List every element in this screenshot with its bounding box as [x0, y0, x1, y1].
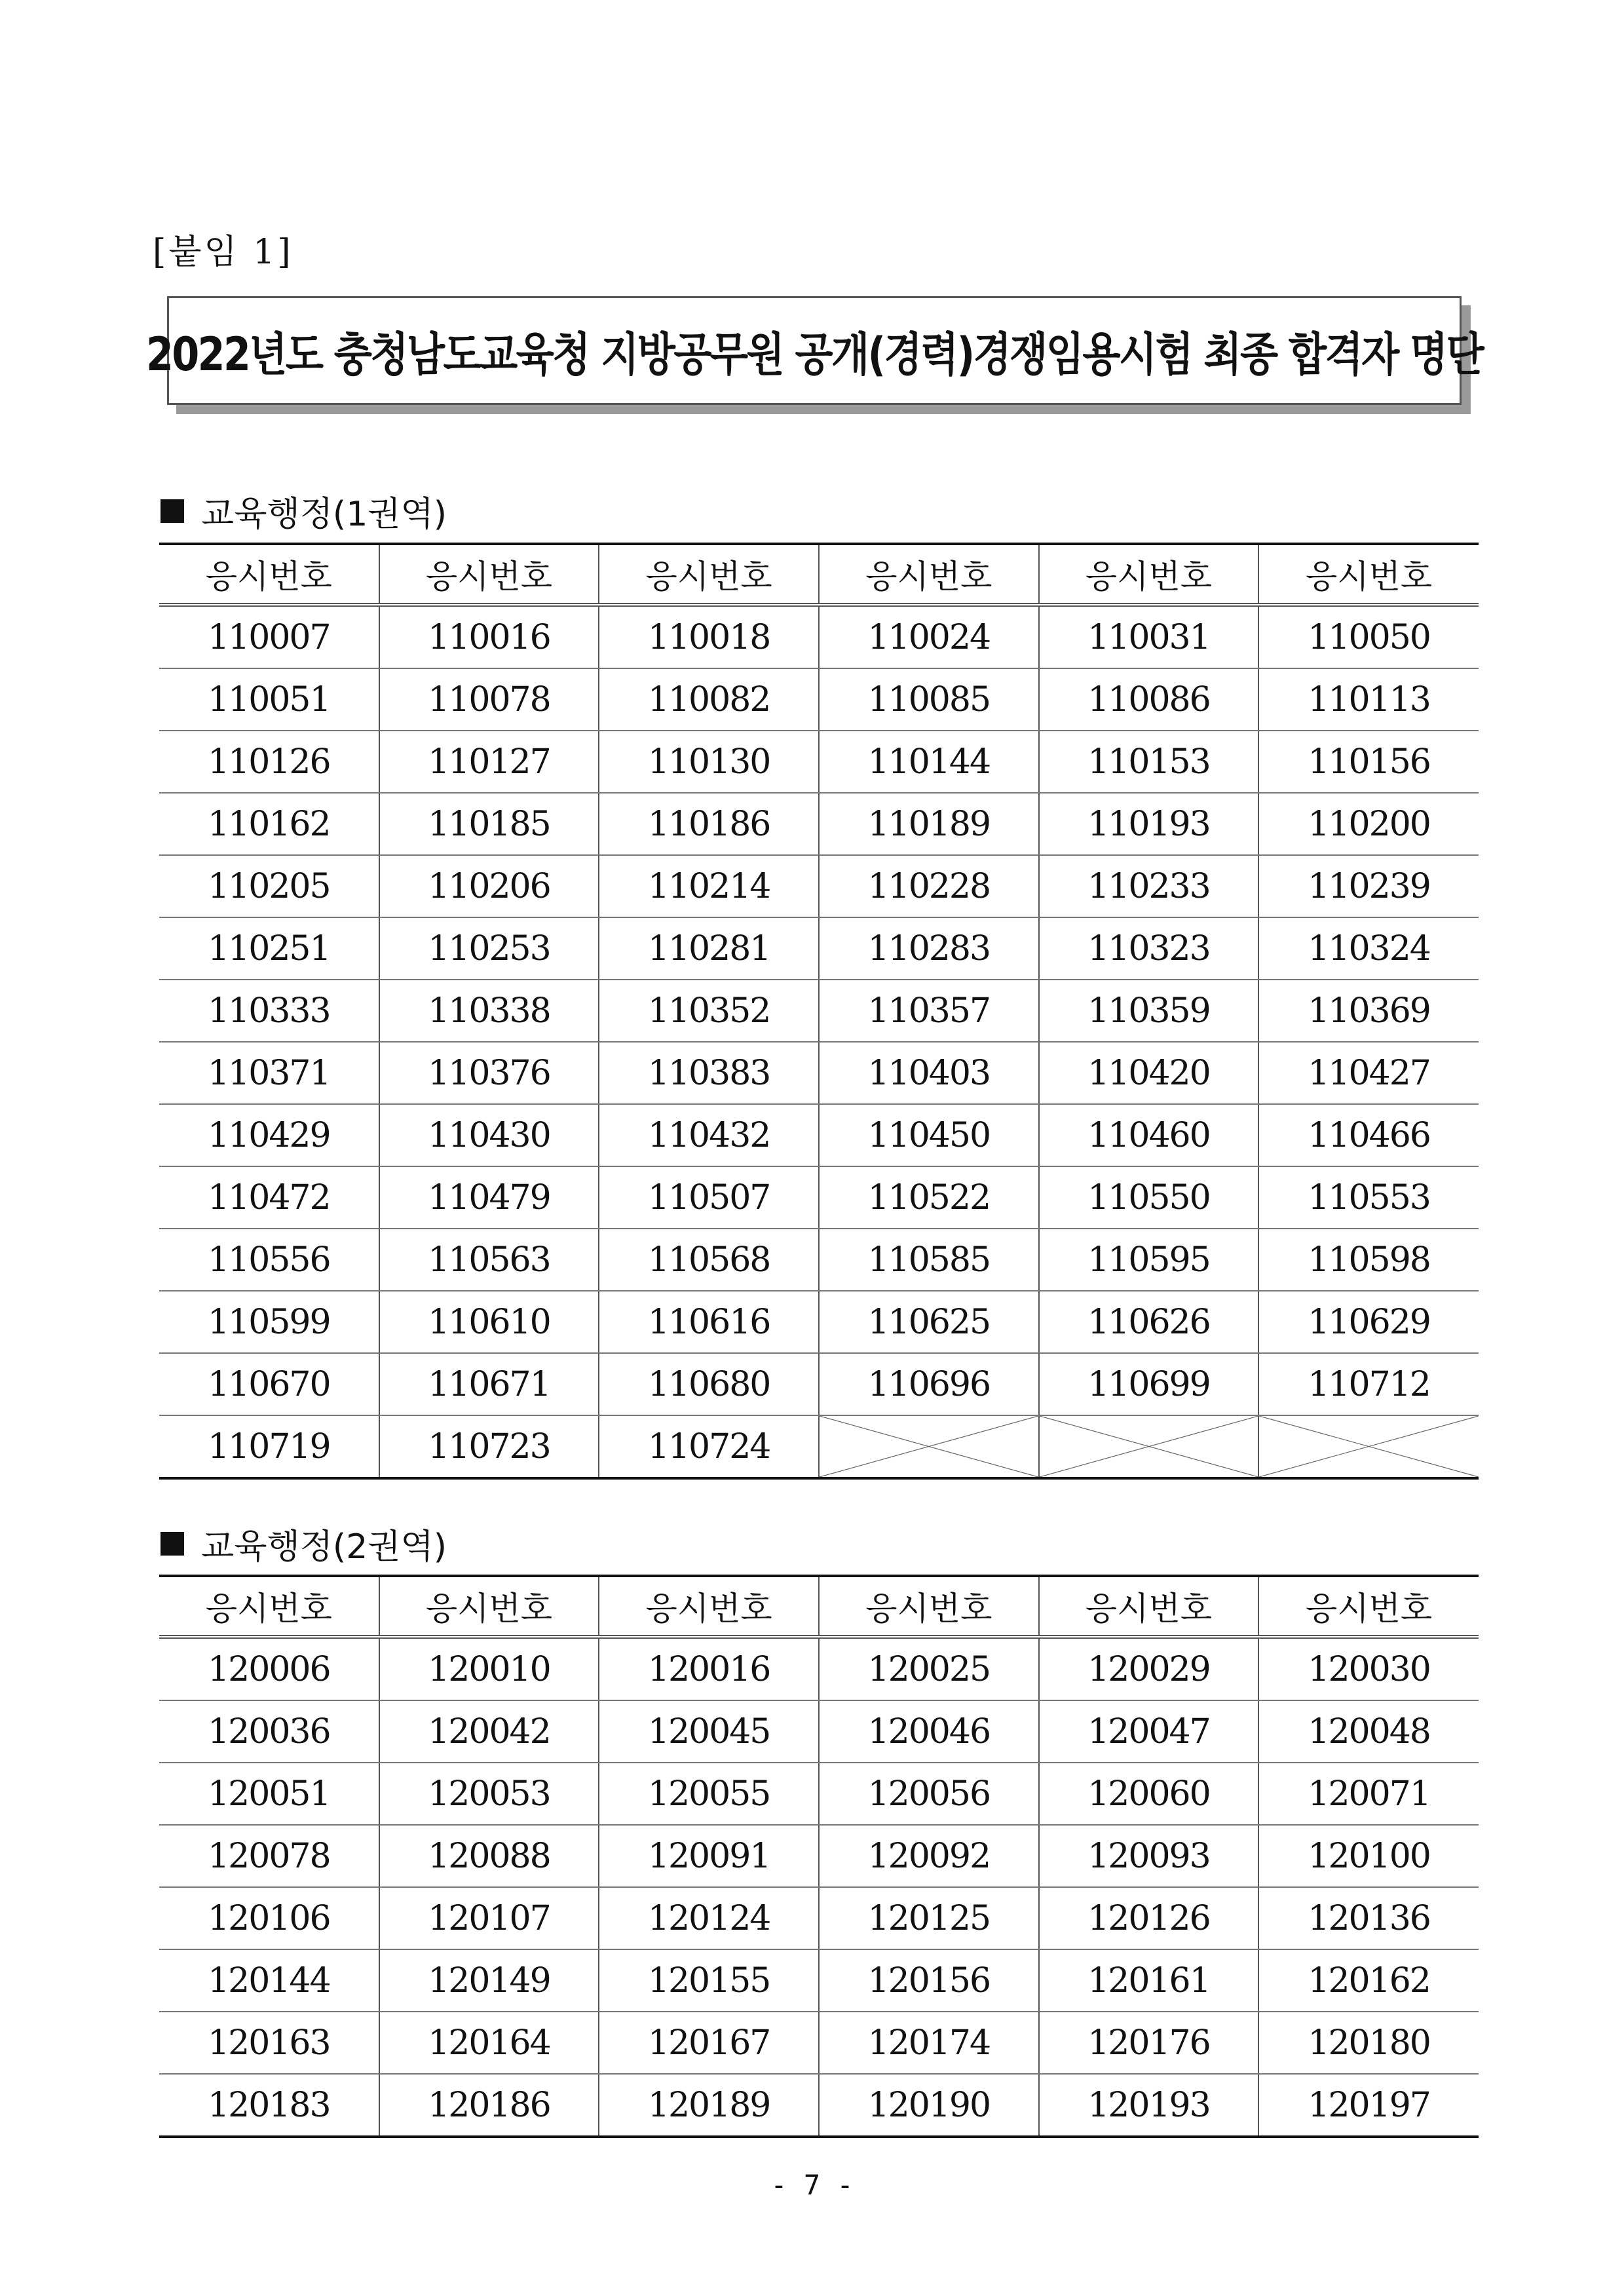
- candidate-number-cell: 110082: [599, 668, 819, 731]
- column-header: 응시번호: [1039, 544, 1259, 605]
- candidate-number-cell: 110719: [159, 1415, 379, 1478]
- candidate-number-cell: 120161: [1039, 1949, 1259, 2012]
- candidate-number-cell: 110626: [1039, 1291, 1259, 1353]
- candidate-number-cell: 120180: [1258, 2012, 1479, 2074]
- candidate-number-cell: 120036: [159, 1700, 379, 1763]
- table-row: [159, 1700, 1479, 1763]
- table-row: [159, 731, 1479, 793]
- candidate-number-cell: 110507: [599, 1166, 819, 1229]
- table-header-row: [159, 1576, 1479, 1637]
- candidate-number-cell: 110078: [379, 668, 599, 731]
- candidate-number-cell: 120025: [819, 1637, 1039, 1700]
- candidate-number-cell: 110051: [159, 668, 379, 731]
- candidate-number-cell: 110553: [1258, 1166, 1479, 1229]
- document-title: 2022년도 충청남도교육청 지방공무원 공개(경력)경쟁임용시험 최종 합격자 명단: [145, 327, 1483, 381]
- section-heading-region-1: [161, 486, 447, 535]
- candidate-number-cell: 120091: [599, 1825, 819, 1887]
- candidate-number-cell: 120149: [379, 1949, 599, 2012]
- candidate-number-cell: 110193: [1039, 793, 1259, 855]
- candidate-number-cell: 110670: [159, 1353, 379, 1415]
- candidate-number-cell: 110599: [159, 1291, 379, 1353]
- candidate-number-cell: 110281: [599, 917, 819, 980]
- candidate-number-cell: 110333: [159, 980, 379, 1042]
- candidate-number-cell: 110625: [819, 1291, 1039, 1353]
- table-row: [159, 1763, 1479, 1825]
- candidate-number-cell: 120078: [159, 1825, 379, 1887]
- candidate-number-cell: 120155: [599, 1949, 819, 2012]
- candidate-number-cell: 110206: [379, 855, 599, 917]
- candidate-number-cell: 120162: [1258, 1949, 1479, 2012]
- title-box: [145, 296, 1483, 405]
- candidate-number-cell: 110696: [819, 1353, 1039, 1415]
- candidate-number-cell: 110085: [819, 668, 1039, 731]
- cross-out-mark: [1259, 1416, 1479, 1477]
- table-row: [159, 1353, 1479, 1415]
- candidate-number-cell: 110200: [1258, 793, 1479, 855]
- candidate-number-cell: 120029: [1039, 1637, 1259, 1700]
- table-row: [159, 1887, 1479, 1949]
- section-heading-text: 교육행정(1권역): [201, 495, 447, 534]
- candidate-number-cell: 120030: [1258, 1637, 1479, 1700]
- table-row: [159, 2012, 1479, 2074]
- candidate-number-cell: 110369: [1258, 980, 1479, 1042]
- candidate-number-cell: 120060: [1039, 1763, 1259, 1825]
- candidate-number-cell: 120056: [819, 1763, 1039, 1825]
- candidate-number-cell: 110616: [599, 1291, 819, 1353]
- candidate-number-cell: 110430: [379, 1104, 599, 1166]
- empty-crossed-cell: [819, 1415, 1039, 1478]
- candidate-number-cell: 110007: [159, 605, 379, 668]
- cross-out-mark: [1040, 1416, 1258, 1477]
- candidate-number-cell: 110429: [159, 1104, 379, 1166]
- candidate-number-cell: 110338: [379, 980, 599, 1042]
- candidate-number-cell: 110018: [599, 605, 819, 668]
- candidate-number-cell: 110376: [379, 1042, 599, 1104]
- candidate-number-cell: 110352: [599, 980, 819, 1042]
- table-row: [159, 980, 1479, 1042]
- column-header: 응시번호: [599, 544, 819, 605]
- candidate-number-cell: 110283: [819, 917, 1039, 980]
- table-row: [159, 1949, 1479, 2012]
- table-row: [159, 917, 1479, 980]
- candidate-number-cell: 110723: [379, 1415, 599, 1478]
- candidate-number-cell: 110712: [1258, 1353, 1479, 1415]
- candidate-number-cell: 120046: [819, 1700, 1039, 1763]
- candidate-number-cell: 120010: [379, 1637, 599, 1700]
- candidate-number-cell: 120136: [1258, 1887, 1479, 1949]
- column-header: 응시번호: [379, 544, 599, 605]
- column-header: 응시번호: [379, 1576, 599, 1637]
- candidate-number-cell: 120100: [1258, 1825, 1479, 1887]
- candidate-number-cell: 120042: [379, 1700, 599, 1763]
- candidate-number-cell: 110162: [159, 793, 379, 855]
- table-row: [159, 668, 1479, 731]
- table-row: [159, 1291, 1479, 1353]
- candidate-number-cell: 110563: [379, 1229, 599, 1291]
- candidate-number-cell: 110113: [1258, 668, 1479, 731]
- candidate-number-cell: 120197: [1258, 2074, 1479, 2137]
- candidate-number-cell: 120093: [1039, 1825, 1259, 1887]
- candidate-number-cell: 120190: [819, 2074, 1039, 2137]
- candidate-number-cell: 120016: [599, 1637, 819, 1700]
- candidate-number-cell: 110323: [1039, 917, 1259, 980]
- candidate-number-cell: 110357: [819, 980, 1039, 1042]
- candidate-number-cell: 110050: [1258, 605, 1479, 668]
- candidate-table-region-2: [159, 1575, 1479, 2138]
- table-row: [159, 2074, 1479, 2137]
- candidate-number-cell: 110724: [599, 1415, 819, 1478]
- candidate-number-cell: 120055: [599, 1763, 819, 1825]
- candidate-number-cell: 120006: [159, 1637, 379, 1700]
- table-row: [159, 1825, 1479, 1887]
- candidate-number-cell: 110359: [1039, 980, 1259, 1042]
- table-row: [159, 793, 1479, 855]
- table-header-row: [159, 544, 1479, 605]
- candidate-number-cell: 110466: [1258, 1104, 1479, 1166]
- column-header: 응시번호: [819, 544, 1039, 605]
- candidate-number-cell: 110383: [599, 1042, 819, 1104]
- candidate-number-cell: 120045: [599, 1700, 819, 1763]
- candidate-number-cell: 110585: [819, 1229, 1039, 1291]
- candidate-number-cell: 110127: [379, 731, 599, 793]
- candidate-number-cell: 120156: [819, 1949, 1039, 2012]
- black-square-icon: [161, 1532, 184, 1556]
- candidate-number-cell: 110403: [819, 1042, 1039, 1104]
- candidate-number-cell: 120051: [159, 1763, 379, 1825]
- candidate-number-cell: 110680: [599, 1353, 819, 1415]
- candidate-number-cell: 110130: [599, 731, 819, 793]
- candidate-number-cell: 120126: [1039, 1887, 1259, 1949]
- candidate-table-region-1: [159, 543, 1479, 1480]
- candidate-number-cell: 110522: [819, 1166, 1039, 1229]
- candidate-number-cell: 110144: [819, 731, 1039, 793]
- candidate-number-cell: 120106: [159, 1887, 379, 1949]
- table-row: [159, 1166, 1479, 1229]
- column-header: 응시번호: [1258, 544, 1479, 605]
- table-row: [159, 1104, 1479, 1166]
- candidate-number-cell: 110239: [1258, 855, 1479, 917]
- empty-crossed-cell: [1039, 1415, 1259, 1478]
- candidate-number-cell: 110185: [379, 793, 599, 855]
- candidate-number-cell: 110186: [599, 793, 819, 855]
- candidate-number-cell: 110595: [1039, 1229, 1259, 1291]
- candidate-number-cell: 110556: [159, 1229, 379, 1291]
- candidate-number-cell: 120193: [1039, 2074, 1259, 2137]
- table-row: [159, 855, 1479, 917]
- candidate-number-cell: 110460: [1039, 1104, 1259, 1166]
- candidate-number-cell: 110450: [819, 1104, 1039, 1166]
- candidate-number-cell: 110024: [819, 605, 1039, 668]
- candidate-number-cell: 120071: [1258, 1763, 1479, 1825]
- candidate-number-cell: 110016: [379, 605, 599, 668]
- candidate-number-cell: 110427: [1258, 1042, 1479, 1104]
- column-header: 응시번호: [1258, 1576, 1479, 1637]
- candidate-number-cell: 110568: [599, 1229, 819, 1291]
- candidate-number-cell: 110629: [1258, 1291, 1479, 1353]
- candidate-number-cell: 120186: [379, 2074, 599, 2137]
- candidate-number-cell: 110550: [1039, 1166, 1259, 1229]
- candidate-number-cell: 110479: [379, 1166, 599, 1229]
- candidate-number-cell: 110324: [1258, 917, 1479, 980]
- candidate-number-cell: 110228: [819, 855, 1039, 917]
- candidate-number-cell: 110371: [159, 1042, 379, 1104]
- candidate-number-cell: 120144: [159, 1949, 379, 2012]
- column-header: 응시번호: [159, 1576, 379, 1637]
- column-header: 응시번호: [599, 1576, 819, 1637]
- candidate-number-cell: 120163: [159, 2012, 379, 2074]
- candidate-number-cell: 120048: [1258, 1700, 1479, 1763]
- candidate-number-cell: 110156: [1258, 731, 1479, 793]
- section-heading-region-2: [161, 1519, 447, 1568]
- table-row: [159, 1415, 1479, 1478]
- candidate-number-cell: 120183: [159, 2074, 379, 2137]
- candidate-number-cell: 120164: [379, 2012, 599, 2074]
- table-row: [159, 1042, 1479, 1104]
- candidate-number-cell: 110699: [1039, 1353, 1259, 1415]
- candidate-number-cell: 120107: [379, 1887, 599, 1949]
- section-heading-text: 교육행정(2권역): [201, 1527, 447, 1567]
- candidate-number-cell: 120047: [1039, 1700, 1259, 1763]
- candidate-number-cell: 120092: [819, 1825, 1039, 1887]
- column-header: 응시번호: [819, 1576, 1039, 1637]
- empty-crossed-cell: [1258, 1415, 1479, 1478]
- candidate-number-cell: 120167: [599, 2012, 819, 2074]
- attachment-label: [붙임 1]: [153, 233, 293, 272]
- candidate-number-cell: 110086: [1039, 668, 1259, 731]
- candidate-number-cell: 110126: [159, 731, 379, 793]
- black-square-icon: [161, 499, 184, 523]
- column-header: 응시번호: [159, 544, 379, 605]
- candidate-number-cell: 110420: [1039, 1042, 1259, 1104]
- candidate-number-cell: 120189: [599, 2074, 819, 2137]
- candidate-number-cell: 110233: [1039, 855, 1259, 917]
- candidate-number-cell: 110671: [379, 1353, 599, 1415]
- table-row: [159, 1229, 1479, 1291]
- page-number: - 7 -: [770, 2169, 854, 2201]
- candidate-number-cell: 110432: [599, 1104, 819, 1166]
- candidate-number-cell: 120176: [1039, 2012, 1259, 2074]
- candidate-number-cell: 120124: [599, 1887, 819, 1949]
- candidate-number-cell: 110189: [819, 793, 1039, 855]
- candidate-number-cell: 110031: [1039, 605, 1259, 668]
- candidate-number-cell: 120125: [819, 1887, 1039, 1949]
- table-row: [159, 605, 1479, 668]
- candidate-number-cell: 110472: [159, 1166, 379, 1229]
- candidate-number-cell: 120053: [379, 1763, 599, 1825]
- candidate-number-cell: 110610: [379, 1291, 599, 1353]
- table-row: [159, 1637, 1479, 1700]
- column-header: 응시번호: [1039, 1576, 1259, 1637]
- candidate-number-cell: 120174: [819, 2012, 1039, 2074]
- cross-out-mark: [820, 1416, 1038, 1477]
- candidate-number-cell: 110598: [1258, 1229, 1479, 1291]
- candidate-number-cell: 110205: [159, 855, 379, 917]
- candidate-number-cell: 110214: [599, 855, 819, 917]
- candidate-number-cell: 110253: [379, 917, 599, 980]
- candidate-number-cell: 120088: [379, 1825, 599, 1887]
- candidate-number-cell: 110153: [1039, 731, 1259, 793]
- candidate-number-cell: 110251: [159, 917, 379, 980]
